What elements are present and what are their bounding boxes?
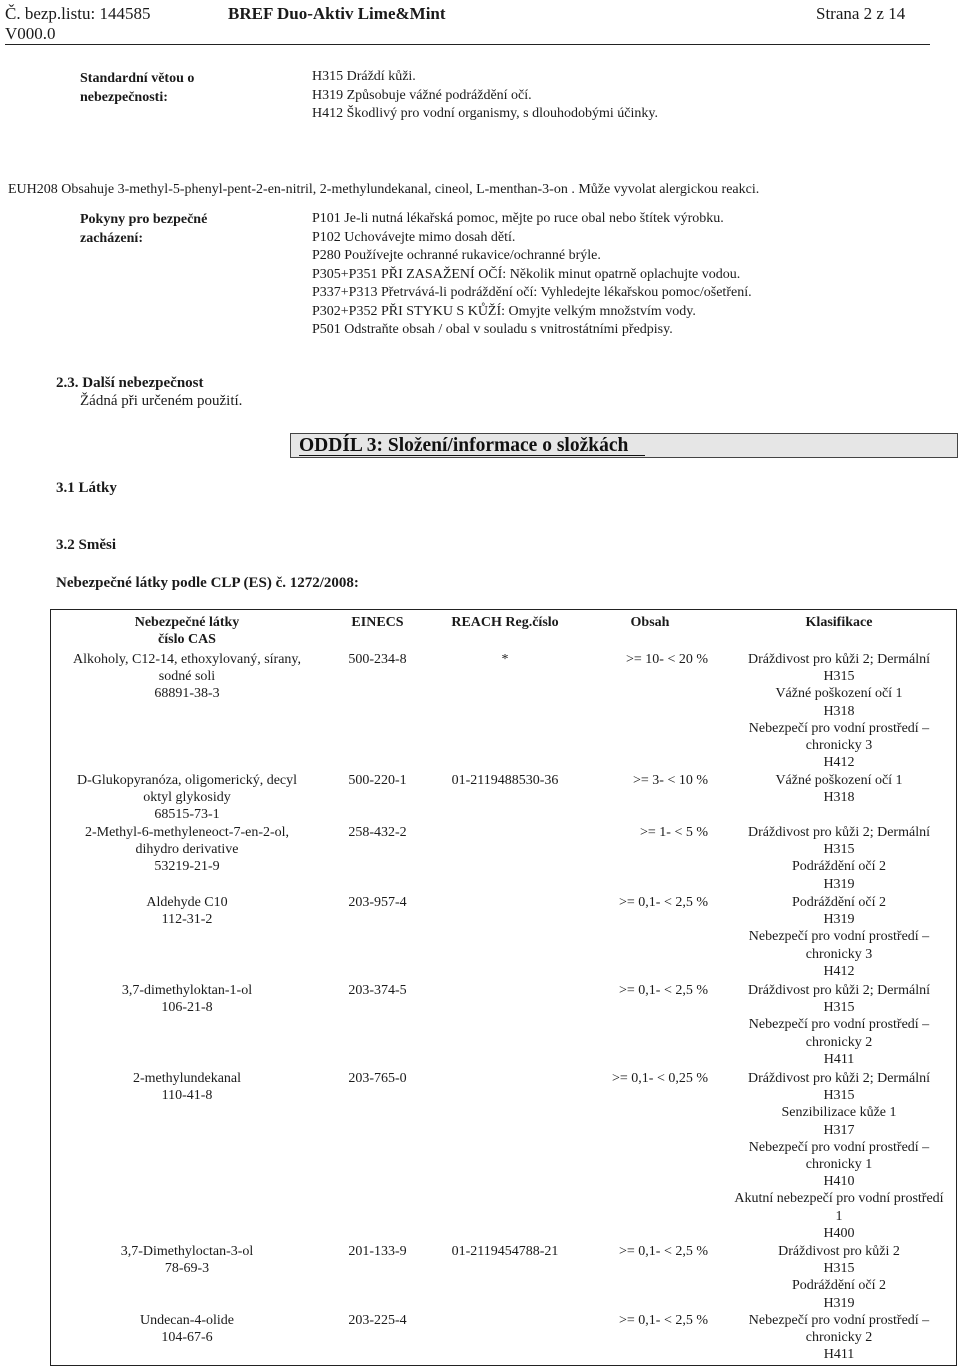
col-header-reach: REACH Reg.číslo [451, 615, 559, 630]
precautionary-statement: P302+P352 PŘI STYKU S KŮŽÍ: Omyjte velkým množstvím vody. [312, 303, 696, 319]
table-row-name: 2-methylundekanal 110-41-8 [132, 1071, 242, 1104]
table-row-obsah: >= 0,1- < 0,25 % [611, 1071, 708, 1086]
section-3-header [290, 433, 958, 458]
page-info: Strana 2 z 14 [816, 4, 906, 23]
euh-statement: EUH208 Obsahuje 3-methyl-5-phenyl-pent-2-en-nitril, 2-methylundekanal, cineol, L-menthan-3-on . Může vyvolat alergickou reakci. [8, 182, 760, 197]
table-row-einecs: 203-225-4 [348, 1313, 407, 1328]
other-hazards-heading: 2.3. Další nebezpečnost [56, 375, 204, 391]
clp-heading: Nebezpečné látky podle CLP (ES) č. 1272/2008: [56, 575, 359, 591]
table-row-obsah: >= 0,1- < 2,5 % [618, 983, 708, 998]
table-row-klasifikace: Podráždění očí 2 H319 Nebezpečí pro vodní prostředí – chronicky 3 H412 [748, 895, 930, 979]
table-row-name: Aldehyde C10 112-31-2 [146, 895, 228, 928]
table-row-klasifikace: Dráždivost pro kůži 2; Dermální H315 Vážné poškození očí 1 H318 Nebezpečí pro vodní prostředí – chronicky 3 H412 [748, 652, 930, 771]
doc-number: Č. bezp.listu: 144585 [5, 4, 151, 23]
hazard-statement: H315 Dráždí kůži. [312, 69, 416, 84]
col-header-name: Nebezpečné látky číslo CAS [134, 615, 240, 648]
table-row-reach: * [501, 652, 509, 667]
table-row-einecs: 500-234-8 [348, 652, 407, 667]
table-row-obsah: >= 0,1- < 2,5 % [618, 895, 708, 910]
table-row-name: Undecan-4-olide 104-67-6 [139, 1313, 235, 1346]
table-row-klasifikace: Dráždivost pro kůži 2; Dermální H315 Nebezpečí pro vodní prostředí – chronicky 2 H411 [748, 983, 930, 1067]
table-row-name: 3,7-Dimethyloctan-3-ol 78-69-3 [120, 1244, 254, 1277]
precautionary-statement: P280 Používejte ochranné rukavice/ochranné brýle. [312, 248, 601, 263]
other-hazards-text: Žádná při určeném použití. [80, 393, 243, 409]
col-header-klasifikace: Klasifikace [805, 615, 873, 630]
precautionary-statement: P305+P351 PŘI ZASAŽENÍ OČÍ: Několik minut opatrně oplachujte vodou. [312, 266, 741, 282]
section-3-title: ODDÍL 3: Složení/informace o složkách [299, 435, 629, 456]
precautionary-statement: P337+P313 Přetrvává-li podráždění očí: Vyhledejte lékařskou pomoc/ošetření. [312, 285, 752, 300]
mixtures-heading: 3.2 Směsi [56, 537, 116, 553]
col-header-einecs: EINECS [351, 615, 404, 630]
table-row-einecs: 203-957-4 [348, 895, 407, 910]
table-row-einecs: 500-220-1 [348, 773, 407, 788]
table-row-klasifikace: Dráždivost pro kůži 2 H315 Podráždění očí 2 H319 [778, 1244, 900, 1311]
precautionary-statement: P102 Uchovávejte mimo dosah dětí. [312, 229, 516, 245]
hazard-statements-label: Standardní větou o nebezpečnosti: [80, 71, 195, 105]
table-row-klasifikace: Dráždivost pro kůži 2; Dermální H315 Senzibilizace kůže 1 H317 Nebezpečí pro vodní prostředí – chronicky 1 H410 Akutní nebezpečí pro vodní prostředí 1 H400 [734, 1071, 944, 1241]
table-row-klasifikace: Dráždivost pro kůži 2; Dermální H315 Podráždění očí 2 H319 [748, 825, 930, 892]
table-row-obsah: >= 10- < 20 % [625, 652, 708, 667]
hazard-statement: H412 Škodlivý pro vodní organismy, s dlouhodobými účinky. [312, 106, 658, 121]
table-row-einecs: 258-432-2 [348, 825, 407, 840]
col-header-obsah: Obsah [630, 615, 670, 630]
table-row-name: D-Glukopyranóza, oligomerický, decyl oktyl glykosidy 68515-73-1 [76, 773, 298, 823]
table-row-name: Alkoholy, C12-14, ethoxylovaný, sírany, sodné soli 68891-38-3 [73, 652, 301, 702]
section-3-title-underline [299, 455, 645, 456]
table-row-obsah: >= 3- < 10 % [632, 773, 708, 788]
table-row-obsah: >= 0,1- < 2,5 % [618, 1313, 708, 1328]
hazard-statement: H319 Způsobuje vážné podráždění očí. [312, 87, 532, 103]
hazard-statements-list [312, 68, 658, 124]
table-row-reach: 01-2119454788-21 [451, 1244, 559, 1259]
precautionary-statement: P501 Odstraňte obsah / obal v souladu s vnitrostátními předpisy. [312, 322, 673, 337]
table-row-klasifikace: Vážné poškození očí 1 H318 [775, 773, 903, 806]
table-row-name: 2-Methyl-6-methyleneoct-7-en-2-ol, dihydro derivative 53219-21-9 [84, 825, 290, 875]
table-row-obsah: >= 0,1- < 2,5 % [618, 1244, 708, 1259]
table-row-einecs: 201-133-9 [348, 1244, 407, 1259]
substances-heading: 3.1 Látky [56, 480, 117, 496]
table-row-klasifikace: Nebezpečí pro vodní prostředí – chronicky 2 H411 [748, 1313, 930, 1363]
table-row-einecs: 203-374-5 [348, 983, 407, 998]
product-name: BREF Duo-Aktiv Lime&Mint [228, 4, 446, 23]
precautionary-list [312, 210, 752, 340]
table-row-reach: 01-2119488530-36 [451, 773, 559, 788]
table-row-obsah: >= 1- < 5 % [639, 825, 708, 840]
version: V000.0 [5, 24, 56, 43]
precautionary-label: Pokyny pro bezpečné zacházení: [80, 212, 208, 246]
table-row-einecs: 203-765-0 [348, 1071, 407, 1086]
precautionary-statement: P101 Je-li nutná lékařská pomoc, mějte po ruce obal nebo štítek výrobku. [312, 211, 724, 226]
header-divider [5, 44, 930, 45]
table-row-name: 3,7-dimethyloktan-1-ol 106-21-8 [121, 983, 253, 1016]
